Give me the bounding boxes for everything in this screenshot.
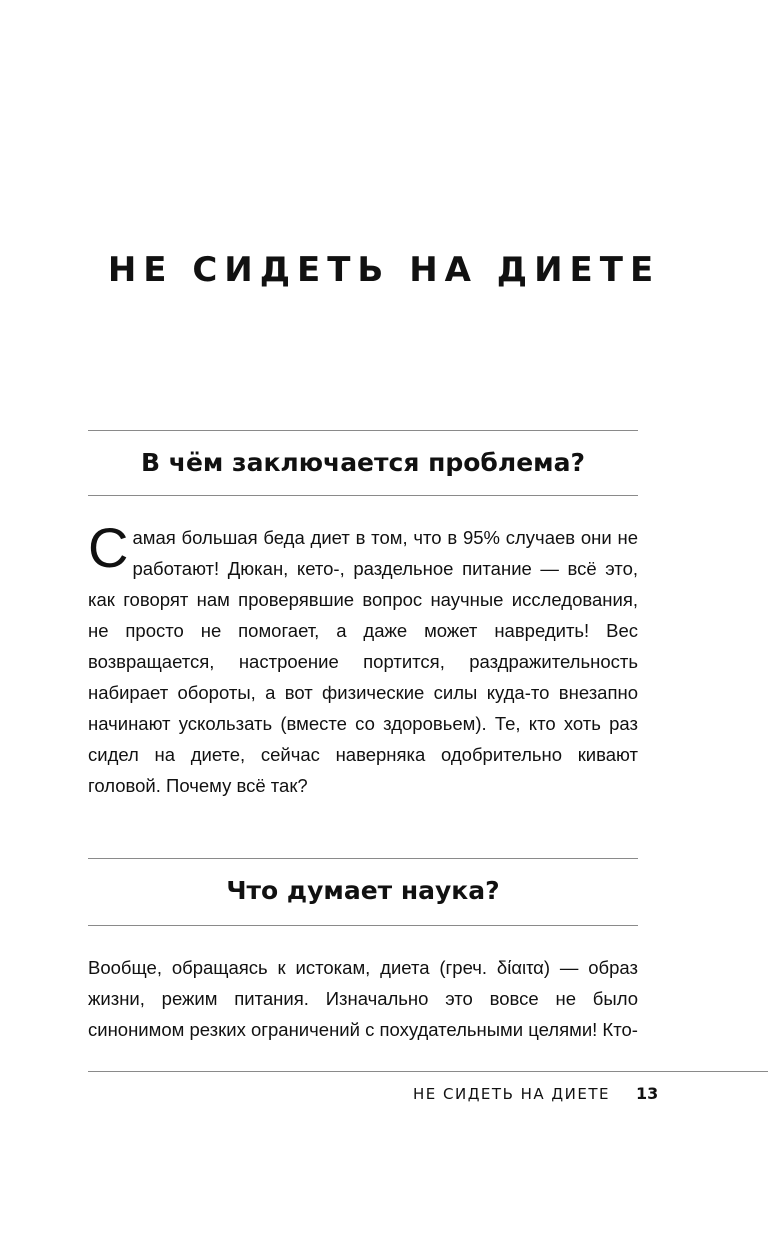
section-heading-problem: В чём заключается проблема?: [141, 448, 585, 477]
page-number: 13: [636, 1084, 659, 1103]
footer-divider: [88, 1071, 768, 1072]
section-divider-bottom: [88, 925, 638, 926]
section-heading-science: Что думает наука?: [226, 876, 500, 905]
chapter-title: НЕ СИДЕТЬ НА ДИЕТЕ: [107, 250, 661, 290]
paragraph-science: Вообще, обращаясь к истокам, диета (греч. δίαιτα) — образ жизни, режим питания. Изначально это вовсе не было синонимом резких ограничений с похудательными целями! Кто-: [88, 957, 638, 1040]
drop-cap: С: [88, 516, 129, 579]
paragraph-problem: [88, 516, 638, 801]
running-head: НЕ СИДЕТЬ НА ДИЕТЕ: [412, 1085, 610, 1103]
section-divider-top: [88, 430, 638, 431]
paragraph-problem-text: амая большая беда диет в том, что в 95% случаев они не работают! Дюкан, кето-, раздельное питание — всё это, как говорят нам проверявшие вопрос научные исследования, не просто не помогает, а даже может навредить! Вес возвращается, настроение портится, раздражительность набирает обороты, а вот физические силы куда-то внезапно начинают ускользать (вместе со здоровьем). Те, кто хоть раз сидел на диете, сейчас наверняка одобрительно кивают головой. Почему всё так?: [88, 527, 638, 796]
section-divider-top: [88, 858, 638, 859]
section-divider-bottom: [88, 495, 638, 496]
